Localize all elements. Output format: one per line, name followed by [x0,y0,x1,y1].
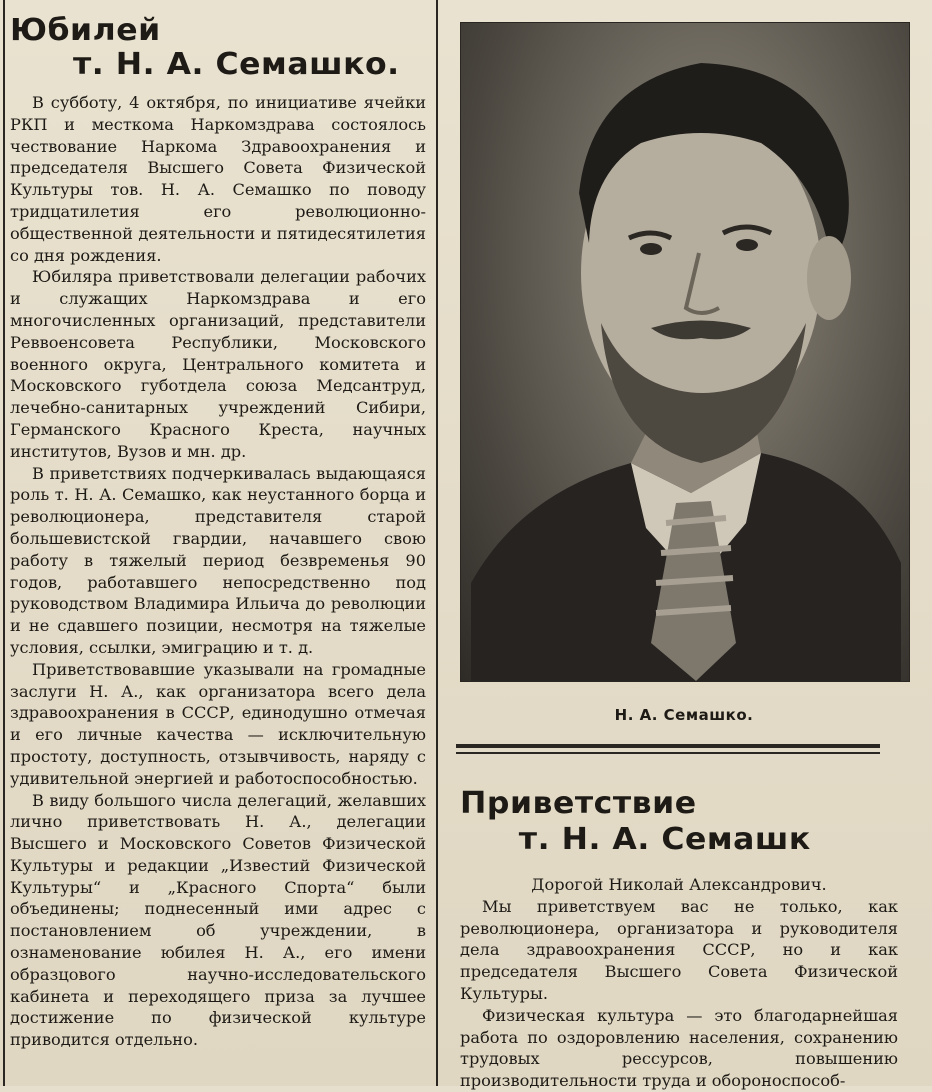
jubilee-body [10,92,426,1051]
greeting-paragraph: Мы приветствуем вас не только, как революционера, организатора и руководителя дела здравоохранения СССР, но и как председателя Высшего Совета Физической Культуры. [460,896,898,1003]
greeting-salutation: Дорогой Николай Александрович. [531,875,827,894]
jubilee-article [10,14,426,1051]
column-rule-middle [436,0,438,1086]
greeting-paragraph: Физическая культура — это благодарнейшая работа по оздоровлению населения, сохранению трудовых рессурсов, повышению производительности труда и обороноспособ- [460,1005,898,1091]
portrait-photo [460,22,910,682]
divider-thick [456,744,880,748]
jubilee-headline-line2: т. Н. А. Семашко. [73,47,400,82]
jubilee-headline [10,14,447,82]
jubilee-headline-line1: Юбилей [10,13,161,48]
jubilee-paragraph: Приветствовавшие указывали на громадные заслуги Н. А., как организатора всего дела здравоохранения в СССР, единодушно отмечая и его личные качества — исключительную простоту, доступность, отзывчивость, наряду с удивительной энергией и работоспособностью. [10,659,426,788]
jubilee-paragraph: Юбиляра приветствовали делегации рабочих и служащих Наркомздрава и его многочисленных организаций, представители Реввоенсовета Республики, Московского военного округа, Центрального комитета и Московского губотдела союза Медсантруд, лечебно-санитарных учреждений Сибири, Германского Красного Креста, научных институтов, Вузов и мн. др. [10,267,426,461]
greeting-headline-line1: Приветствие [460,786,697,821]
greeting-article [460,786,898,1092]
divider-thin [456,752,880,754]
column-rule-left [3,0,5,1086]
section-divider [456,744,880,756]
greeting-headline [460,786,920,858]
greeting-headline-line2: т. Н. А. Семашк [518,822,811,857]
portrait-illustration [461,23,909,681]
jubilee-paragraph: В виду большого числа делегаций, желавших лично приветствовать Н. А., делегации Высшего и Московского Советов Физической Культуры и редакции „Известий Физической Культуры“ и „Красного Спорта“ были объединены; поднесенный ими адрес с постановлением об учреждении, в ознаменование юбилея Н. А., его имени образцового научно-исследовательского кабинета и переходящего приза за лучшее достижение по физической культуре приводится отдельно. [10,790,426,1050]
greeting-body [460,874,898,1092]
photo-caption: Н. А. Семашко. [614,706,754,724]
jubilee-paragraph: В субботу, 4 октября, по инициативе ячейки РКП и месткома Наркомздрава состоялось чествование Наркома Здравоохранения и председателя Высшего Совета Физической Культуры тов. Н. А. Семашко по поводу тридцатилетия его революционно-общественной деятельности и пятидесятилетия со дня рождения. [10,93,426,265]
jubilee-paragraph: В приветствиях подчеркивалась выдающаяся роль т. Н. А. Семашко, как неустанного борца и революционера, представителя старой большевистской гвардии, начавшего свою работу в тяжелый период безвременья 90 годов, работавшего непосредственно под руководством Владимира Ильича до революции и не сдавшего позиции, несмотря на тяжелые условия, ссылки, эмиграцию и т. д. [10,463,426,657]
